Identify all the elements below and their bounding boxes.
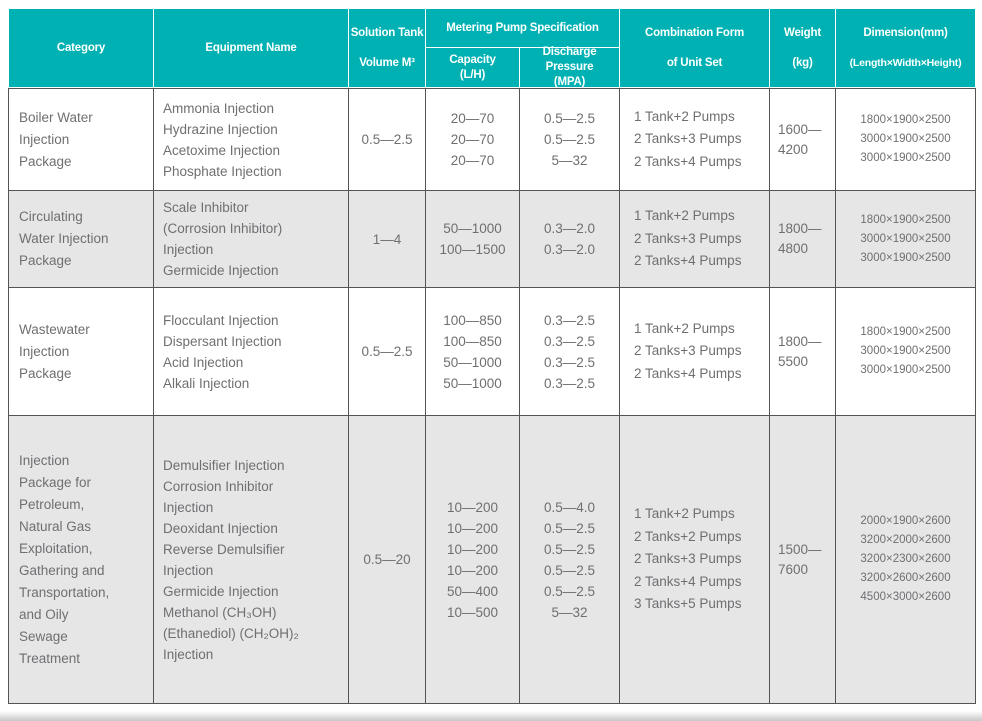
cell-line: 0.5—2.5: [543, 520, 596, 536]
cell-line: Reverse Demulsifier: [163, 541, 285, 557]
cell-line: Transportation,: [19, 584, 110, 600]
cell-line: 3200×2600×2600: [860, 572, 951, 584]
cell-capacity: [426, 288, 519, 415]
cell-line: Injection: [163, 562, 214, 578]
cell-line: 1800—: [778, 333, 822, 349]
cell-line: 50—1000: [443, 375, 502, 391]
cell-line: 0.3—2.5: [543, 312, 596, 328]
cell-line: (Corrosion Inhibitor): [163, 221, 283, 236]
cell-combination: [620, 288, 769, 415]
cell-line: 0.5—2.5: [361, 132, 413, 147]
cell-line: 0.5—2.5: [543, 562, 596, 578]
cell-line: 0.3—2.5: [543, 333, 596, 349]
cell-line: 3000×1900×2500: [860, 345, 951, 357]
cell-line: 2 Tanks+3 Pumps: [634, 343, 742, 359]
cell-line: Germicide Injection: [163, 583, 279, 599]
cell-equipment: [154, 191, 348, 287]
cell-dimension: [836, 89, 975, 190]
cell-line: 1800—: [778, 221, 822, 236]
cell-line: 1800×1900×2500: [860, 326, 951, 338]
header-dimension-line1: Dimension(mm): [863, 27, 948, 39]
cell-tank_volume: [349, 416, 425, 703]
cell-line: Package for: [19, 474, 92, 490]
cell-line: 1 Tank+2 Pumps: [634, 208, 735, 224]
cell-line: Natural Gas: [19, 518, 92, 534]
header-combination-line1: Combination Form: [644, 27, 744, 39]
cell-line: 2 Tanks+3 Pumps: [634, 551, 742, 567]
cell-line: 10—200: [446, 541, 499, 557]
cell-category: [9, 89, 153, 190]
cell-line: 1800×1900×2500: [860, 213, 951, 226]
cell-line: 4800: [778, 241, 809, 256]
cell-dimension: [836, 191, 975, 287]
cell-weight: [770, 288, 835, 415]
cell-line: Germicide Injection: [163, 263, 279, 278]
cell-line: Injection: [163, 242, 214, 257]
cell-line: 50—400: [446, 583, 499, 599]
cell-line: 50—1000: [443, 221, 502, 236]
header-solution-tank-volume: [349, 9, 425, 87]
cell-capacity: [426, 89, 519, 190]
header-capacity: [426, 48, 519, 87]
header-weight-line1: Weight: [784, 27, 821, 39]
cell-line: 2 Tanks+4 Pumps: [634, 153, 742, 169]
cell-line: Treatment: [19, 650, 81, 666]
cell-line: 0.5—2.5: [543, 541, 596, 557]
cell-line: 100—1500: [439, 242, 506, 257]
header-combination-form: [620, 9, 769, 87]
header-dimension-line2: (Length×Width×Height): [849, 57, 962, 69]
cell-line: 3000×1900×2500: [860, 251, 951, 264]
cell-line: Flocculant Injection: [163, 312, 279, 328]
cell-weight: [770, 89, 835, 190]
cell-line: Injection: [19, 452, 70, 468]
cell-line: Gathering and: [19, 562, 105, 578]
header-equipment-name: [154, 9, 348, 87]
cell-line: 0.3—2.0: [543, 221, 596, 236]
cell-line: 3000×1900×2500: [860, 133, 951, 145]
cell-line: 0.5—20: [363, 552, 411, 567]
cell-tank_volume: [349, 288, 425, 415]
cell-dimension: [836, 288, 975, 415]
cell-dimension: [836, 416, 975, 703]
cell-line: 20—70: [450, 153, 495, 168]
header-category: [9, 9, 153, 87]
page-bottom-shadow: [0, 711, 982, 721]
cell-tank_volume: [349, 191, 425, 287]
cell-line: 1 Tank+2 Pumps: [634, 320, 735, 336]
cell-line: Injection: [163, 499, 214, 515]
cell-line: 1 Tank+2 Pumps: [634, 108, 735, 124]
cell-line: Hydrazine Injection: [163, 121, 278, 137]
cell-line: Scale Inhibitor: [163, 200, 249, 215]
cell-line: 1800×1900×2500: [860, 114, 951, 126]
cell-weight: [770, 191, 835, 287]
table-header: [8, 8, 976, 88]
cell-line: 2 Tanks+4 Pumps: [634, 365, 742, 381]
cell-line: 5—32: [551, 153, 588, 168]
cell-combination: [620, 89, 769, 190]
cell-line: 100—850: [443, 333, 502, 349]
cell-line: Deoxidant Injection: [163, 520, 278, 536]
cell-line: 0.3—2.5: [543, 354, 596, 370]
cell-line: 100—850: [443, 312, 502, 328]
header-capacity-line2: (L/H): [459, 68, 486, 81]
header-solution-line1: Solution Tank: [350, 27, 424, 39]
cell-line: 3000×1900×2500: [860, 364, 951, 376]
cell-line: 10—200: [446, 520, 499, 536]
header-metering-pump-group: [426, 9, 619, 47]
cell-equipment: [154, 89, 348, 190]
cell-line: 0.5—2.5: [543, 583, 596, 599]
cell-line: 3200×2300×2600: [860, 553, 951, 565]
header-capacity-line1: Capacity: [449, 53, 496, 66]
header-weight: [770, 9, 835, 87]
cell-line: Phosphate Injection: [163, 163, 282, 179]
cell-line: Sewage: [19, 628, 68, 644]
cell-line: Boiler Water: [19, 109, 93, 125]
cell-line: 0.5—2.5: [543, 132, 596, 147]
cell-combination: [620, 416, 769, 703]
cell-line: 2 Tanks+2 Pumps: [634, 528, 742, 544]
cell-line: 1—4: [372, 231, 402, 247]
cell-line: Circulating: [19, 209, 83, 224]
cell-line: 2 Tanks+4 Pumps: [634, 253, 742, 269]
header-solution-line2: Volume M³: [359, 57, 415, 69]
cell-line: Demulsifier Injection: [163, 457, 285, 473]
cell-line: Corrosion Inhibitor: [163, 478, 274, 494]
cell-line: Package: [19, 365, 72, 381]
cell-line: 0.5—2.5: [361, 344, 413, 359]
cell-line: 5—32: [551, 604, 588, 620]
cell-line: 0.5—2.5: [543, 111, 596, 126]
header-dimension: [836, 9, 975, 87]
cell-weight: [770, 416, 835, 703]
cell-capacity: [426, 191, 519, 287]
table-body: [8, 88, 976, 704]
header-category-label: Category: [56, 42, 106, 54]
cell-category: [9, 288, 153, 415]
equipment-spec-table: [8, 8, 976, 704]
cell-line: Acid Injection: [163, 354, 244, 370]
cell-tank_volume: [349, 89, 425, 190]
cell-line: 4200: [778, 141, 809, 157]
cell-line: 1 Tank+2 Pumps: [634, 506, 735, 522]
header-equipment-label: Equipment Name: [205, 42, 297, 54]
cell-line: 3200×2000×2600: [860, 534, 951, 546]
cell-line: Injection: [163, 646, 214, 662]
header-weight-line2: (kg): [792, 57, 813, 69]
cell-line: 20—70: [450, 132, 495, 147]
header-combination-line2: of Unit Set: [666, 57, 723, 69]
cell-line: 2 Tanks+3 Pumps: [634, 131, 742, 147]
cell-equipment: [154, 288, 348, 415]
header-discharge-line1: Discharge Pressure: [542, 46, 597, 73]
header-metering-label: Metering Pump Specification: [446, 22, 599, 34]
cell-line: 50—1000: [443, 354, 502, 370]
cell-capacity: [426, 416, 519, 703]
cell-category: [9, 416, 153, 703]
header-discharge-pressure: [520, 48, 619, 87]
cell-line: Ammonia Injection: [163, 100, 275, 116]
cell-line: Methanol (CH₃OH): [163, 604, 277, 620]
cell-line: 1600—: [778, 121, 822, 137]
cell-line: Petroleum,: [19, 496, 85, 512]
cell-line: Water Injection: [19, 231, 109, 246]
cell-line: 20—70: [450, 111, 495, 126]
cell-line: 10—200: [446, 562, 499, 578]
cell-line: 5500: [778, 353, 809, 369]
cell-line: 4500×3000×2600: [860, 591, 951, 603]
cell-line: 10—500: [446, 604, 499, 620]
cell-line: Injection: [19, 131, 70, 147]
cell-category: [9, 191, 153, 287]
cell-line: and Oily: [19, 606, 69, 622]
cell-line: 2 Tanks+3 Pumps: [634, 230, 742, 246]
header-discharge-line2: (MPA): [553, 76, 586, 88]
cell-line: 3000×1900×2500: [860, 232, 951, 245]
cell-line: (Ethanediol) (CH₂OH)₂: [163, 625, 299, 641]
cell-line: Wastewater: [19, 321, 90, 337]
cell-line: 3000×1900×2500: [860, 152, 951, 164]
cell-line: 2000×1900×2600: [860, 515, 951, 527]
cell-line: 0.3—2.0: [543, 242, 596, 257]
cell-line: Package: [19, 253, 72, 268]
cell-line: 0.5—4.0: [543, 499, 596, 515]
cell-equipment: [154, 416, 348, 703]
cell-discharge: [520, 416, 619, 703]
cell-line: Alkali Injection: [163, 375, 250, 391]
cell-discharge: [520, 288, 619, 415]
cell-discharge: [520, 191, 619, 287]
cell-line: Acetoxime Injection: [163, 142, 281, 158]
cell-line: 1500—: [778, 541, 822, 557]
cell-discharge: [520, 89, 619, 190]
cell-line: 2 Tanks+4 Pumps: [634, 573, 742, 589]
cell-line: Dispersant Injection: [163, 333, 282, 349]
cell-line: 0.3—2.5: [543, 375, 596, 391]
cell-line: 3 Tanks+5 Pumps: [634, 596, 742, 612]
cell-combination: [620, 191, 769, 287]
cell-line: 10—200: [446, 499, 499, 515]
cell-line: 7600: [778, 561, 809, 577]
cell-line: Injection: [19, 343, 70, 359]
cell-line: Package: [19, 153, 72, 169]
cell-line: Exploitation,: [19, 540, 93, 556]
